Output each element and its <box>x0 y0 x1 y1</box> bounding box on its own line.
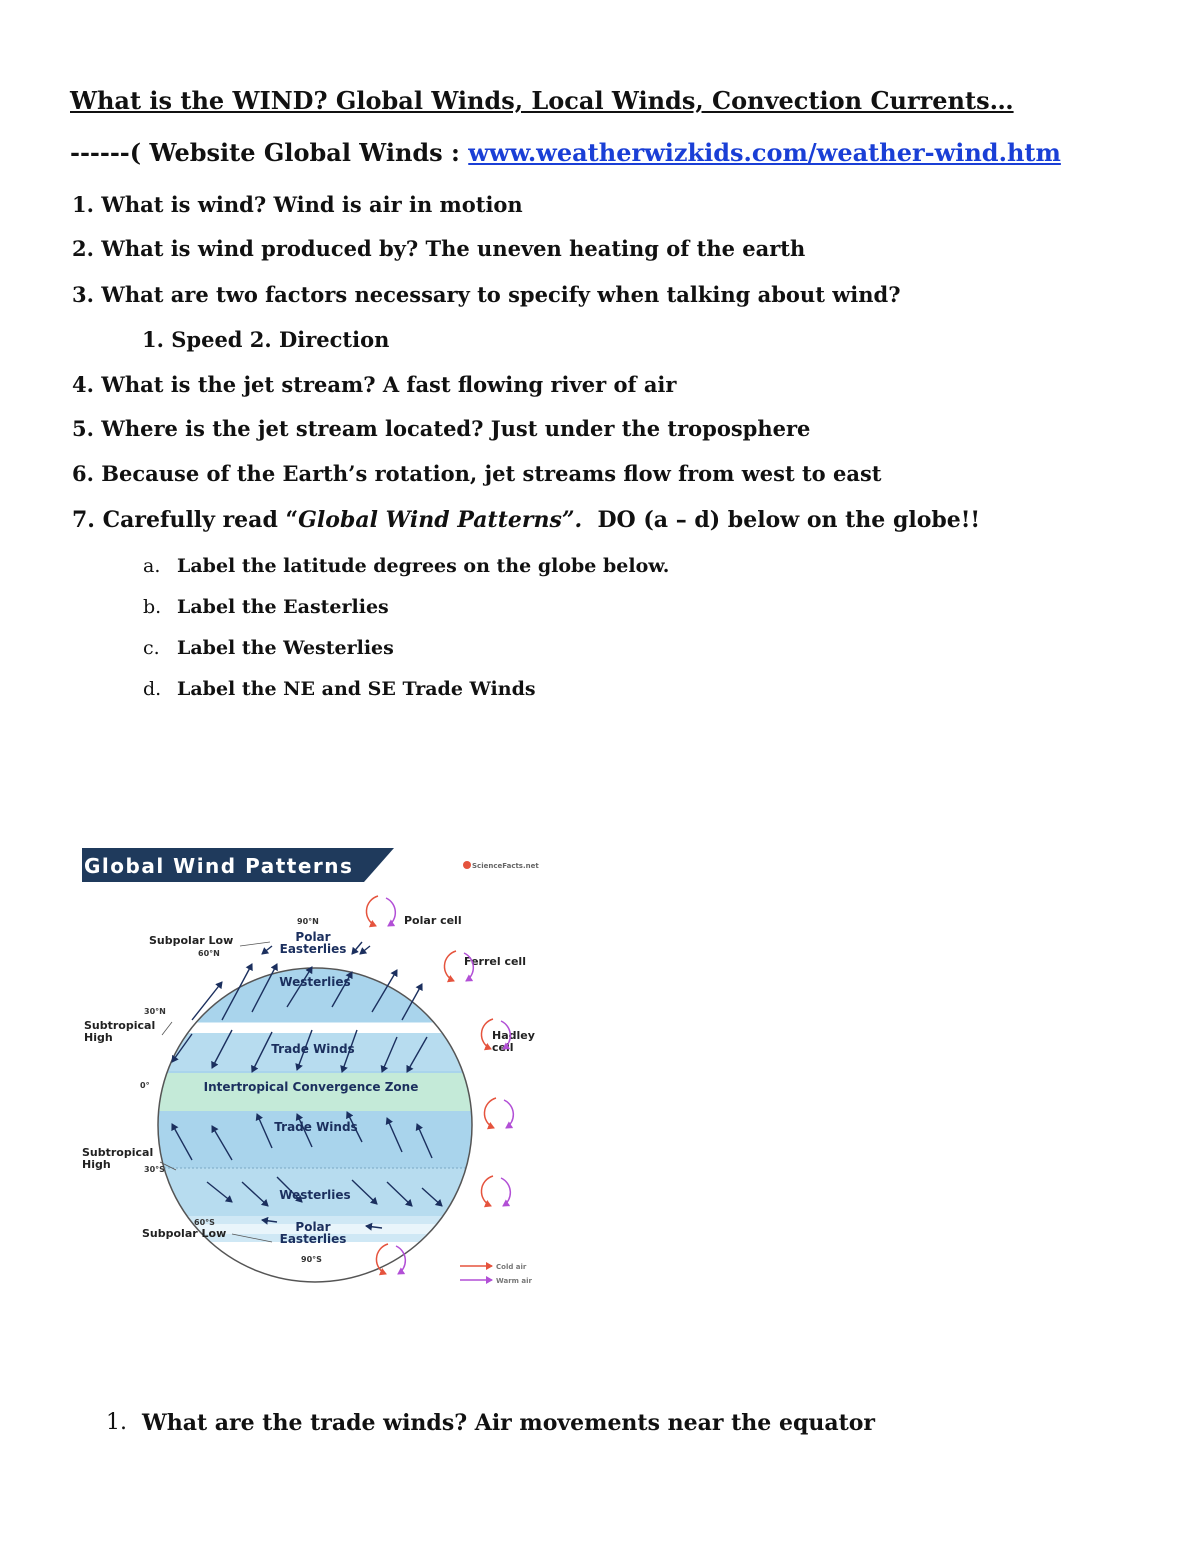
task-c: c. Label the Westerlies <box>143 637 394 659</box>
hadley-cell-label: cell <box>492 1041 514 1054</box>
zone-polar-south: Polar <box>295 1220 331 1234</box>
final-question: 1. What are the trade winds? Air movements near the equator <box>106 1410 876 1436</box>
latitude-60n: 60°N <box>198 949 220 958</box>
question-5: 5. Where is the jet stream located? Just under the troposphere <box>72 416 811 441</box>
zone-westerlies-south: Westerlies <box>279 1188 351 1202</box>
warm-air-loop-icon-4 <box>501 1178 510 1206</box>
question-6: 6. Because of the Earth’s rotation, jet streams flow from west to east <box>72 461 882 486</box>
legend <box>460 1263 533 1285</box>
task-d: d. Label the NE and SE Trade Winds <box>143 678 536 700</box>
arrow-polar-north-2 <box>360 946 370 954</box>
subpolar-low-north: Subpolar Low <box>149 934 234 947</box>
latitude-30s: 30°S <box>144 1165 165 1174</box>
question-1: 1. What is wind? Wind is air in motion <box>72 192 523 217</box>
subpolar-low-south: Subpolar Low <box>142 1227 227 1240</box>
latitude-30n: 30°N <box>144 1007 166 1016</box>
question-3: 3. What are two factors necessary to specify when talking about wind? <box>72 282 901 307</box>
zone-easterlies-south: Easterlies <box>279 1232 347 1246</box>
latitude-90s: 90°S <box>301 1255 322 1264</box>
latitude-60s: 60°S <box>194 1218 215 1227</box>
figure-brand: ScienceFacts.net <box>472 862 539 870</box>
website-link[interactable]: www.weatherwizkids.com/weather-wind.htm <box>468 138 1061 167</box>
subtropical-high-north: High <box>84 1031 113 1044</box>
question-2: 2. What is wind produced by? The uneven heating of the earth <box>72 236 806 261</box>
global-wind-patterns-figure <box>72 842 552 1292</box>
website-prefix: ------( Website Global Winds : <box>70 138 469 167</box>
zone-trade-winds-north: Trade Winds <box>271 1042 355 1056</box>
arrow-polar-north-0 <box>262 946 272 954</box>
zone-westerlies-north: Westerlies <box>279 975 351 989</box>
subtropical-south: Subtropical <box>82 1146 154 1159</box>
hadley-label: Hadley <box>492 1029 535 1042</box>
cold-air-loop-icon-4 <box>481 1176 493 1206</box>
cold-air-loop-icon-3 <box>484 1098 496 1128</box>
zone-itcz: Intertropical Convergence Zone <box>203 1080 419 1094</box>
zone-polar-north: Polar <box>295 930 331 944</box>
task-b: b. Label the Easterlies <box>143 596 389 618</box>
question-4: 4. What is the jet stream? A fast flowing river of air <box>72 372 677 397</box>
warm-air-loop-icon-0 <box>386 898 395 926</box>
arrow-polar-north-1 <box>352 942 362 954</box>
polar-cell-label: Polar cell <box>404 914 462 927</box>
subtropical-high-south: High <box>82 1158 111 1171</box>
brand-logo-icon <box>463 861 471 869</box>
figure-banner-title: Global Wind Patterns <box>84 854 354 878</box>
zone-trade-winds-south: Trade Winds <box>274 1120 358 1134</box>
ferrel-cell-label: Ferrel cell <box>464 955 526 968</box>
subtropical-north: Subtropical <box>84 1019 156 1032</box>
task-a: a. Label the latitude degrees on the globe below. <box>143 555 670 577</box>
zone-easterlies-north: Easterlies <box>279 942 347 956</box>
legend-warm: Warm air <box>496 1277 532 1285</box>
question-3-answer: 1. Speed 2. Direction <box>142 327 390 352</box>
cold-air-loop-icon-1 <box>444 951 456 981</box>
website-line <box>70 138 1061 167</box>
question-7-italic: Global Wind Patterns”. <box>298 507 583 533</box>
latitude-0: 0° <box>140 1081 150 1090</box>
page-title: What is the WIND? Global Winds, Local Winds, Convection Currents… <box>70 86 1014 115</box>
question-7: 7. Carefully read “Global Wind Patterns”. DO (a – d) below on the globe!! <box>72 507 981 533</box>
cold-air-loop-icon-0 <box>366 896 378 926</box>
warm-air-loop-icon-3 <box>504 1100 513 1128</box>
latitude-90n: 90°N <box>297 917 319 926</box>
legend-cold: Cold air <box>496 1263 527 1271</box>
